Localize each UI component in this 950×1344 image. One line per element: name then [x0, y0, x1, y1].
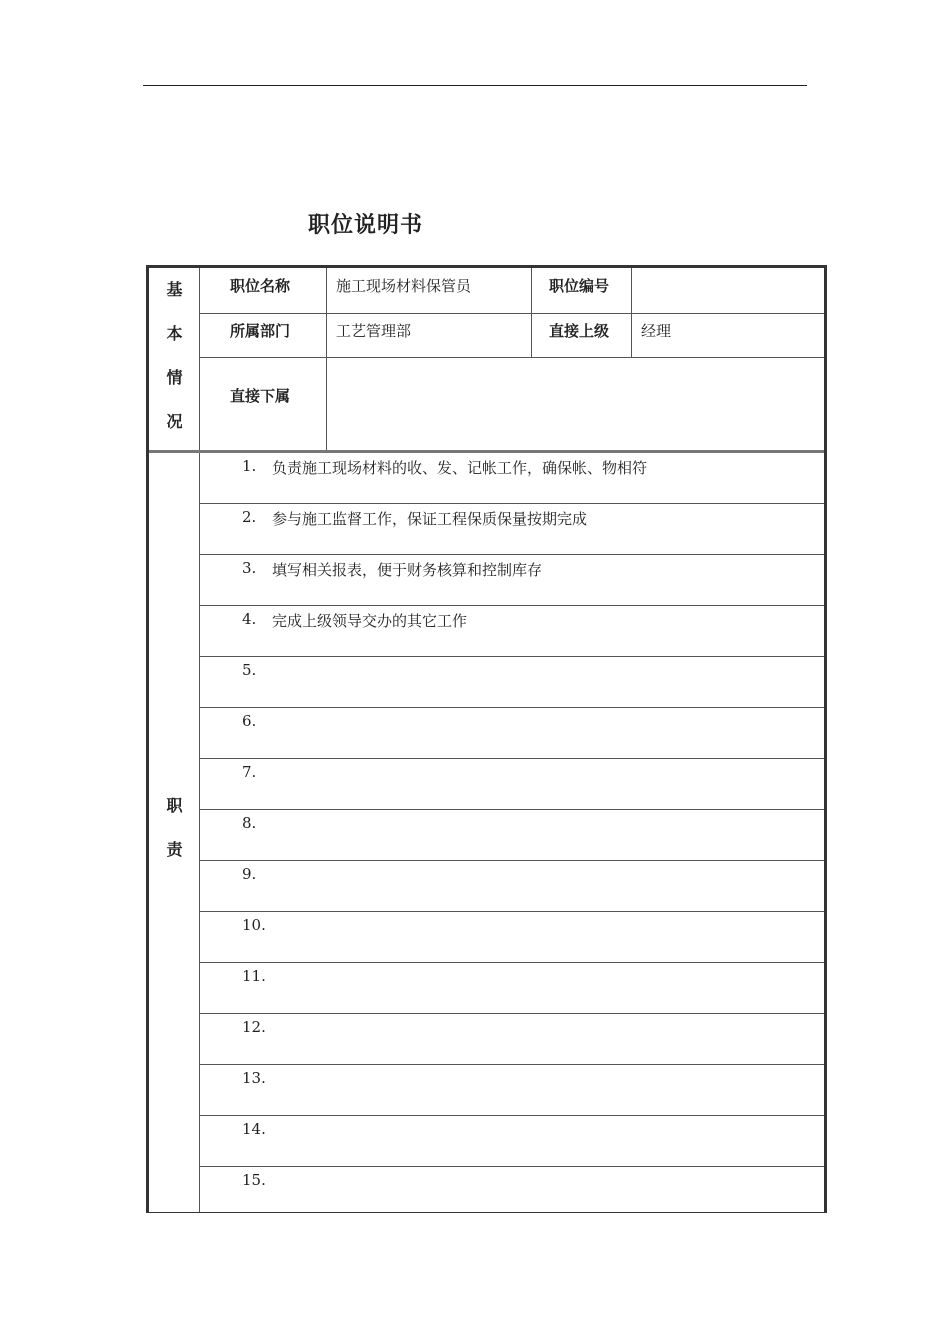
- duties-section: [149, 450, 824, 1212]
- duty-number: 13.: [242, 1069, 266, 1087]
- basic-info-label-char: 基: [166, 280, 183, 299]
- duty-item: [200, 453, 824, 504]
- duty-item: [200, 555, 824, 606]
- basic-info-section: [149, 268, 824, 450]
- duty-text: 填写相关报表，便于财务核算和控制库存: [272, 561, 543, 579]
- duty-item: [200, 1116, 824, 1167]
- department-value: 工艺管理部: [327, 314, 532, 357]
- duty-item: [200, 810, 824, 861]
- duty-number: 11.: [242, 967, 266, 985]
- duty-number: 15.: [242, 1171, 266, 1189]
- duty-number: 1.: [242, 457, 257, 475]
- duty-number: 12.: [242, 1018, 266, 1036]
- position-code-value: [632, 268, 824, 313]
- basic-info-row-position: [200, 268, 824, 314]
- duty-text: 完成上级领导交办的其它工作: [272, 612, 468, 630]
- duty-item: [200, 963, 824, 1014]
- basic-info-side-label: [149, 268, 200, 450]
- position-code-label: 职位编号: [532, 268, 632, 313]
- duty-number: 2.: [242, 508, 257, 526]
- basic-info-row-department: [200, 314, 824, 358]
- position-name-label: 职位名称: [200, 268, 327, 313]
- duty-item: [200, 912, 824, 963]
- duties-label-char: 职: [166, 796, 183, 815]
- duty-number: 9.: [242, 865, 257, 883]
- basic-info-label-char: 本: [166, 324, 183, 343]
- duty-item: [200, 759, 824, 810]
- duty-number: 8.: [242, 814, 257, 832]
- duty-item: [200, 1167, 824, 1218]
- supervisor-label: 直接上级: [532, 314, 632, 357]
- duty-item: [200, 1065, 824, 1116]
- duties-label-char: 责: [166, 840, 183, 859]
- header-rule: [143, 85, 807, 86]
- subordinates-value: [327, 358, 824, 450]
- duty-number: 6.: [242, 712, 257, 730]
- duty-number: 14.: [242, 1120, 266, 1138]
- duty-item: [200, 861, 824, 912]
- supervisor-value: 经理: [641, 322, 672, 340]
- duty-number: 10.: [242, 916, 266, 934]
- subordinates-label: 直接下属: [200, 358, 327, 450]
- basic-info-label-char: 情: [166, 368, 183, 387]
- duty-text: 负责施工现场材料的收、发、记帐工作，确保帐、物相符: [272, 459, 648, 477]
- duty-item: [200, 657, 824, 708]
- department-label: 所属部门: [200, 314, 327, 357]
- position-name-value: 施工现场材料保管员: [327, 268, 532, 313]
- duty-number: 3.: [242, 559, 257, 577]
- duty-item: [200, 606, 824, 657]
- duty-text: 参与施工监督工作，保证工程保质保量按期完成: [272, 510, 588, 528]
- duties-side-label: [149, 453, 200, 1212]
- duty-item: [200, 708, 824, 759]
- basic-info-row-subordinates: [200, 358, 824, 450]
- basic-info-label-char: 况: [166, 412, 183, 431]
- duty-number: 5.: [242, 661, 257, 679]
- job-description-form: [146, 265, 827, 1213]
- duty-number: 7.: [242, 763, 257, 781]
- duty-item: [200, 504, 824, 555]
- document-title: 职位说明书: [308, 213, 424, 238]
- duty-number: 4.: [242, 610, 257, 628]
- duty-item: [200, 1014, 824, 1065]
